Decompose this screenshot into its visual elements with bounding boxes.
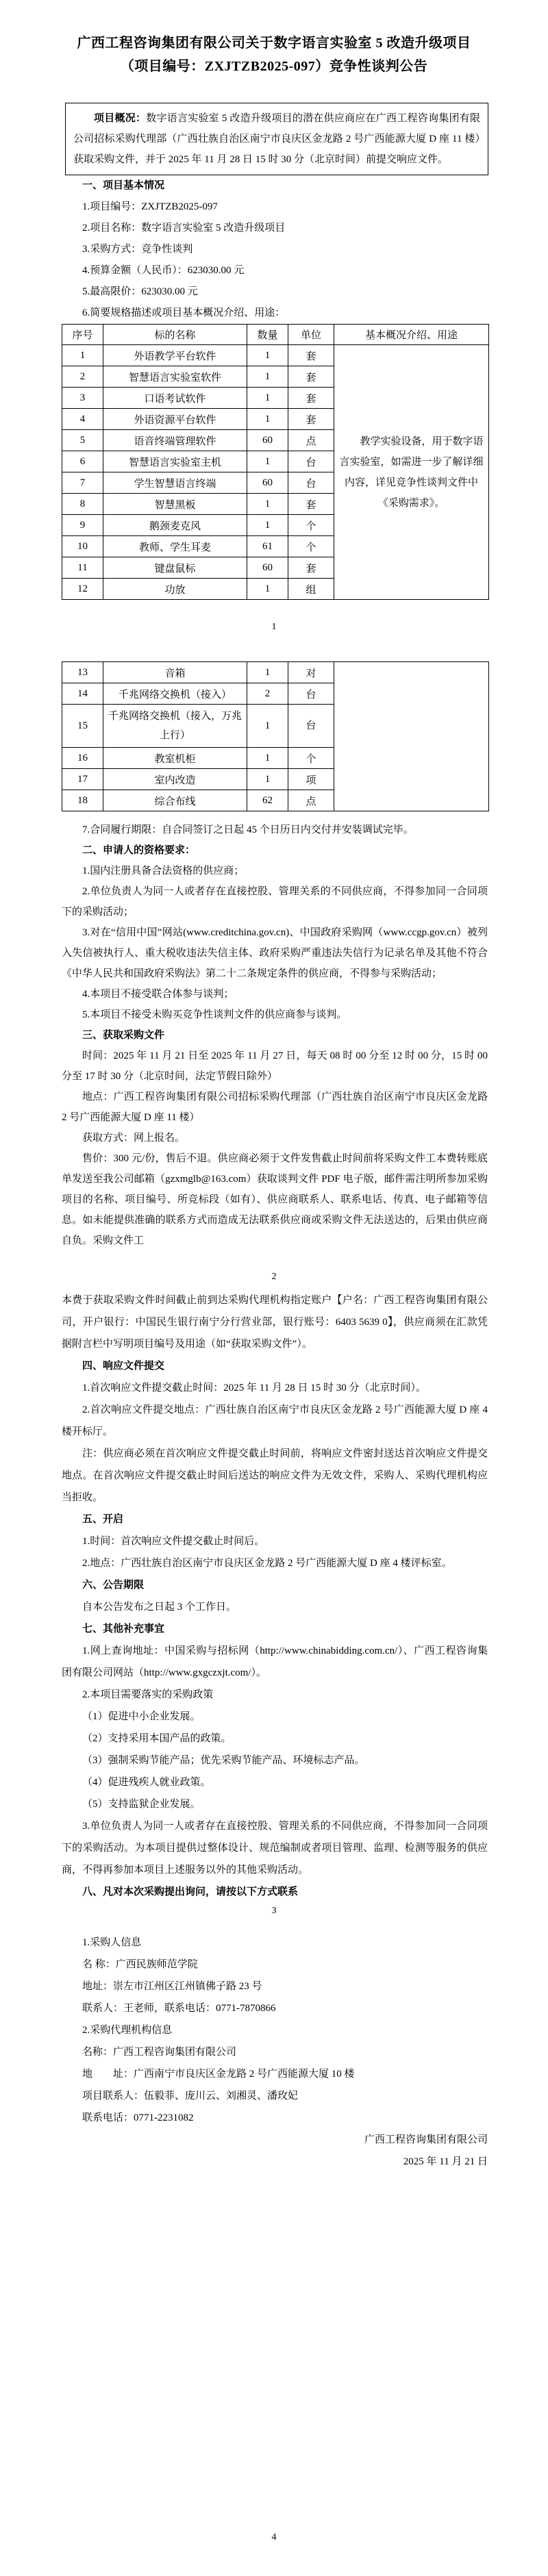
cell-no: 17 bbox=[62, 769, 103, 790]
cell-qty: 60 bbox=[247, 472, 288, 494]
section-3-heading: 三、获取采购文件 bbox=[82, 1030, 165, 1041]
qualification-2: 2.单位负责人为同一人或者存在直接控股、管理关系的不同供应商，不得参加同一合同项下的采购活动； bbox=[62, 886, 488, 918]
cell-name: 键盘鼠标 bbox=[103, 557, 247, 579]
cell-qty: 1 bbox=[247, 515, 288, 536]
cell-unit: 个 bbox=[288, 536, 334, 557]
announcement-period: 自本公告发布之日起 3 个工作日。 bbox=[82, 1602, 237, 1613]
cell-name: 口语考试软件 bbox=[103, 388, 247, 409]
cell-qty: 2 bbox=[247, 683, 288, 705]
project-number: 1.项目编号：ZXJTZB2025-097 bbox=[82, 201, 218, 212]
cell-no: 7 bbox=[62, 472, 103, 494]
section-1-basic-info bbox=[62, 175, 488, 324]
cell-unit: 个 bbox=[288, 515, 334, 536]
signature-company: 广西工程咨询集团有限公司 bbox=[364, 2134, 488, 2145]
page-number-1: 1 bbox=[271, 622, 277, 632]
buyer-contact: 联系人：王老师，联系电话：0771-7870866 bbox=[82, 2003, 276, 2014]
cell-qty: 1 bbox=[247, 366, 288, 388]
cell-name: 外语教学平台软件 bbox=[103, 345, 247, 366]
qualification-5: 5.本项目不接受未购买竞争性谈判文件的供应商参与谈判。 bbox=[82, 1009, 347, 1020]
page-number-3: 3 bbox=[271, 1906, 277, 1916]
cell-no: 16 bbox=[62, 748, 103, 769]
cell-no: 10 bbox=[62, 536, 103, 557]
goods-description: 教学实验设备，用于数字语言实验室，如需进一步了解详细内容，详见竞争性谈判文件中《采购需求》。 bbox=[339, 435, 484, 509]
cell-qty: 1 bbox=[247, 451, 288, 472]
cell-name: 综合布线 bbox=[103, 790, 247, 811]
project-overview-paragraph bbox=[73, 108, 480, 170]
policy-2: （2）支持采用本国产品的政策。 bbox=[82, 1733, 232, 1744]
response-place: 2.首次响应文件提交地点：广西壮族自治区南宁市良庆区金龙路 2 号广西能源大厦 D 座 4 楼开标厅。 bbox=[62, 1404, 488, 1437]
cell-unit: 套 bbox=[288, 409, 334, 430]
cell-name: 智慧语言实验室主机 bbox=[103, 451, 247, 472]
qualification-1: 1.国内注册具备合法资格的供应商； bbox=[82, 866, 245, 876]
policy-1: （1）促进中小企业发展。 bbox=[82, 1711, 201, 1722]
cell-unit: 台 bbox=[288, 472, 334, 494]
cell-unit: 点 bbox=[288, 430, 334, 451]
cell-qty: 60 bbox=[247, 430, 288, 451]
page-2-top-margin bbox=[0, 644, 548, 661]
response-note: 注：供应商必须在首次响应文件提交截止时间前，将响应文件密封送达首次响应文件提交地点。在首次响应文件提交截止时间后送达的响应文件为无效文件，采购人、采购代理机构应当拒收。 bbox=[62, 1448, 488, 1503]
cell-qty: 1 bbox=[247, 345, 288, 366]
cell-qty: 1 bbox=[247, 662, 288, 683]
buyer-info-heading: 1.采购人信息 bbox=[82, 1937, 142, 1948]
header-unit: 单位 bbox=[288, 325, 334, 345]
cell-name: 教师、学生耳麦 bbox=[103, 536, 247, 557]
opening-time: 1.时间：首次响应文件提交截止时间后。 bbox=[82, 1536, 265, 1547]
cell-name: 功放 bbox=[103, 579, 247, 600]
cell-unit: 套 bbox=[288, 557, 334, 579]
page-2 bbox=[0, 644, 548, 1288]
cell-name: 学生智慧语言终端 bbox=[103, 472, 247, 494]
cell-no: 6 bbox=[62, 451, 103, 472]
cell-no: 8 bbox=[62, 494, 103, 515]
cell-no: 11 bbox=[62, 557, 103, 579]
table-row bbox=[62, 345, 489, 366]
buyer-address: 地址：崇左市江州区江州镇佛子路 23 号 bbox=[82, 1981, 262, 1992]
cell-no: 18 bbox=[62, 790, 103, 811]
document-price-part1: 售价：300 元/份，售后不退。供应商必须于文件发售截止时间前将采购文件工本费转账底单发送至我公司邮箱（gzxmglb@163.com）获取谈判文件 PDF 电子版，邮件需注明所参加采购项目的名称、项目编号、所竞标段（如有）、供应商联系人、联系电话、传真、电子邮箱等信息。如未能提供准确的联系方式而造成无法联系供应商或采购文件无法送达的，后果由供应商自负。采购文件工 bbox=[62, 1153, 488, 1246]
cell-qty: 61 bbox=[247, 536, 288, 557]
qualification-4: 4.本项目不接受联合体参与谈判； bbox=[82, 989, 234, 1000]
cell-unit: 项 bbox=[288, 769, 334, 790]
goods-table-header-row bbox=[62, 325, 489, 345]
qualification-3: 3.对在“信用中国”网站(www.creditchina.gov.cn)、中国政府采购网（www.ccgp.gov.cn）被列入失信被执行人、重大税收违法失信主体、政府采购严重违法失信行为记录名单及其他不符合《中华人民共和国政府采购法》第二十二条规定条件的供应商，不得参与采购活动； bbox=[62, 927, 488, 979]
header-description: 基本概况介绍、用途 bbox=[334, 325, 489, 345]
cell-name: 智慧黑板 bbox=[103, 494, 247, 515]
page-2-text bbox=[62, 820, 488, 1251]
project-overview-label: 项目概况： bbox=[94, 113, 147, 124]
section-2-heading: 二、申请人的资格要求： bbox=[82, 845, 196, 856]
cell-unit: 套 bbox=[288, 366, 334, 388]
agency-name: 名称：广西工程咨询集团有限公司 bbox=[82, 2047, 237, 2058]
page-3-text bbox=[62, 1288, 488, 1903]
header-seq: 序号 bbox=[62, 325, 103, 345]
buyer-name: 名 称：广西民族师范学院 bbox=[82, 1959, 198, 1970]
cell-qty: 1 bbox=[247, 409, 288, 430]
opening-place: 2.地点：广西壮族自治区南宁市良庆区金龙路 2 号广西能源大厦 D 座 4 楼评标室。 bbox=[82, 1558, 452, 1569]
procurement-policy-intro: 2.本项目需要落实的采购政策 bbox=[82, 1689, 214, 1700]
cell-unit: 台 bbox=[288, 683, 334, 705]
policy-4: （4）促进残疾人就业政策。 bbox=[82, 1777, 211, 1788]
cell-unit: 点 bbox=[288, 790, 334, 811]
cell-no: 1 bbox=[62, 345, 103, 366]
cell-no: 9 bbox=[62, 515, 103, 536]
cell-name: 智慧语言实验室软件 bbox=[103, 366, 247, 388]
cell-unit: 台 bbox=[288, 705, 334, 748]
contact-info bbox=[62, 1932, 488, 2129]
policy-5: （5）支持监狱企业发展。 bbox=[82, 1799, 201, 1810]
cell-qty: 1 bbox=[247, 705, 288, 748]
section-6-heading: 六、公告期限 bbox=[82, 1580, 145, 1591]
document-title bbox=[0, 0, 548, 78]
cell-unit: 对 bbox=[288, 662, 334, 683]
budget-amount: 4.预算金额（人民币）：623030.00 元 bbox=[82, 265, 245, 276]
procurement-method: 3.采购方式：竞争性谈判 bbox=[82, 244, 193, 255]
cell-unit: 套 bbox=[288, 345, 334, 366]
cell-name: 语音终端管理软件 bbox=[103, 430, 247, 451]
agency-contact-persons: 项目联系人：伍毅菲、庞川云、刘湘灵、潘玫妃 bbox=[82, 2091, 299, 2101]
section-7-heading: 七、其他补充事宜 bbox=[82, 1624, 165, 1634]
cell-no: 14 bbox=[62, 683, 103, 705]
cell-name: 千兆网络交换机（接入） bbox=[103, 683, 247, 705]
merged-empty-cell bbox=[334, 662, 489, 811]
cell-no: 2 bbox=[62, 366, 103, 388]
page-number-4: 4 bbox=[271, 2532, 277, 2542]
cell-unit: 套 bbox=[288, 388, 334, 409]
project-name: 2.项目名称：数字语言实验室 5 改造升级项目 bbox=[82, 223, 286, 233]
header-qty: 数量 bbox=[247, 325, 288, 345]
cell-name: 音箱 bbox=[103, 662, 247, 683]
agency-info-heading: 2.采购代理机构信息 bbox=[82, 2025, 173, 2036]
supplier-restriction: 3.单位负责人为同一人或者存在直接控股、管理关系的不同供应商，不得参加同一合同项下的采购活动。为本项目提供过整体设计、规范编制或者项目管理、监理、检测等服务的供应商，不得再参加本项目上述服务以外的其他采购活动。 bbox=[62, 1821, 488, 1876]
signature-block bbox=[62, 2129, 488, 2173]
page-1 bbox=[0, 0, 548, 644]
cell-qty: 1 bbox=[247, 748, 288, 769]
cell-no: 15 bbox=[62, 705, 103, 748]
cell-qty: 1 bbox=[247, 494, 288, 515]
cell-no: 3 bbox=[62, 388, 103, 409]
contract-term: 7.合同履行期限：自合同签订之日起 45 个日历日内交付并安装调试完毕。 bbox=[82, 824, 414, 835]
document-title-line1: 广西工程咨询集团有限公司关于数字语言实验室 5 改造升级项目 bbox=[77, 36, 471, 51]
cell-qty: 60 bbox=[247, 557, 288, 579]
online-query-address: 1.网上查询地址：中国采购与招标网（http://www.chinabidding.com.cn/）、广西工程咨询集团有限公司网站（http://www.gxgczxjt.com/）。 bbox=[62, 1645, 488, 1678]
max-price-limit: 5.最高限价：623030.00 元 bbox=[82, 286, 198, 297]
merged-description-cell bbox=[334, 345, 489, 600]
cell-name: 教室机柜 bbox=[103, 748, 247, 769]
page-3 bbox=[0, 1288, 548, 1932]
cell-unit: 组 bbox=[288, 579, 334, 600]
cell-qty: 1 bbox=[247, 769, 288, 790]
agency-address: 地 址：广西南宁市良庆区金龙路 2 号广西能源大厦 10 楼 bbox=[82, 2069, 355, 2080]
document-obtain-place: 地点：广西工程咨询集团有限公司招标采购代理部（广西壮族自治区南宁市良庆区金龙路 2 号广西能源大厦 D 座 11 楼） bbox=[62, 1091, 488, 1123]
cell-name: 室内改造 bbox=[103, 769, 247, 790]
table-row bbox=[62, 662, 489, 683]
cell-no: 13 bbox=[62, 662, 103, 683]
signature-date: 2025 年 11 月 21 日 bbox=[403, 2156, 488, 2167]
document-title-line2: （项目编号：ZXJTZB2025-097）竞争性谈判公告 bbox=[120, 59, 428, 74]
cell-no: 12 bbox=[62, 579, 103, 600]
cell-unit: 个 bbox=[288, 748, 334, 769]
project-overview-box bbox=[65, 103, 488, 175]
goods-table-part1 bbox=[62, 324, 489, 600]
document-obtain-time: 时间：2025 年 11 月 21 日至 2025 年 11 月 27 日，每天 08 时 00 分至 12 时 00 分，15 时 00 分至 17 时 30 分（北京时间，法定节假日除外） bbox=[62, 1050, 488, 1082]
cell-no: 4 bbox=[62, 409, 103, 430]
cell-unit: 台 bbox=[288, 451, 334, 472]
section-5-heading: 五、开启 bbox=[82, 1514, 124, 1525]
cell-no: 5 bbox=[62, 430, 103, 451]
document-obtain-method: 获取方式：网上报名。 bbox=[82, 1133, 186, 1144]
cell-name: 千兆网络交换机（接入，万兆上行） bbox=[103, 705, 247, 748]
agency-phone: 联系电话：0771-2231082 bbox=[82, 2112, 194, 2123]
section-1-heading: 一、项目基本情况 bbox=[82, 180, 165, 191]
page-4 bbox=[0, 1932, 548, 2576]
cell-unit: 套 bbox=[288, 494, 334, 515]
project-overview-text: 数字语言实验室 5 改造升级项目的潜在供应商应在广西工程咨询集团有限公司招标采购代理部（广西壮族自治区南宁市良庆区金龙路 2 号广西能源大厦 D 座 11 楼）获取采购文件，并于 2025 年 11 月 28 日 15 时 30 分（北京时间）前提交响应文件。 bbox=[73, 113, 480, 165]
header-item-name: 标的名称 bbox=[103, 325, 247, 345]
cell-name: 鹅颈麦克风 bbox=[103, 515, 247, 536]
spec-description-intro: 6.简要规格描述或项目基本概况介绍、用途： bbox=[82, 307, 286, 318]
goods-table-part2 bbox=[62, 661, 489, 811]
response-deadline: 1.首次响应文件提交截止时间：2025 年 11 月 28 日 15 时 30 分（北京时间）。 bbox=[82, 1382, 426, 1393]
document-price-part2: 本费于获取采购文件时间截止前到达采购代理机构指定账户【户名：广西工程咨询集团有限公司，开户银行：中国民生银行南宁分行营业部，银行账号：6403 5639 0】，供应商须在汇款凭据附言栏中写明项目编号及用途（如“获取采购文件”）。 bbox=[62, 1295, 488, 1350]
cell-name: 外语资源平台软件 bbox=[103, 409, 247, 430]
cell-qty: 1 bbox=[247, 579, 288, 600]
cell-qty: 1 bbox=[247, 388, 288, 409]
cell-qty: 62 bbox=[247, 790, 288, 811]
section-4-heading: 四、响应文件提交 bbox=[82, 1361, 165, 1372]
policy-3: （3）强制采购节能产品；优先采购节能产品、环境标志产品。 bbox=[82, 1755, 365, 1766]
page-number-2: 2 bbox=[271, 1272, 277, 1282]
section-8-heading: 八、凡对本次采购提出询问，请按以下方式联系 bbox=[82, 1886, 299, 1897]
